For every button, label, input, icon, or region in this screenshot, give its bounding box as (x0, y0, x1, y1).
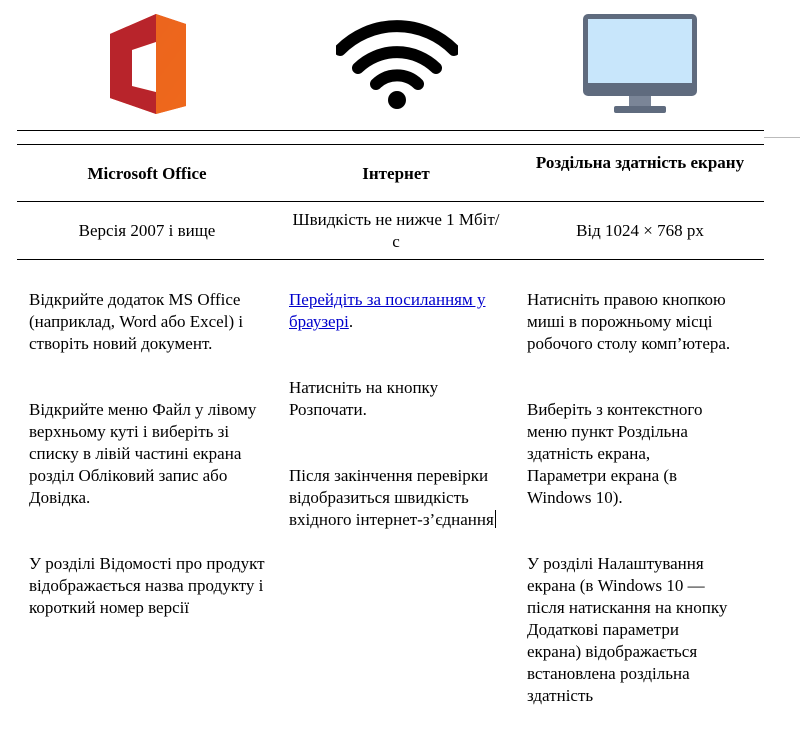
internet-step-1: Натисніть на кнопку Розпочати. (289, 378, 439, 419)
text-cursor (495, 510, 496, 528)
requirement-internet: Швидкість не нижче 1 Мбіт/с (292, 210, 500, 251)
microsoft-office-icon (106, 12, 190, 116)
header-bottom-rule (17, 201, 764, 202)
office-step-1: Відкрийте додаток MS Office (наприклад, Word або Excel) і створіть новий документ. (29, 290, 244, 353)
table-top-rule-2 (17, 144, 764, 145)
internet-step-2: Після закінчення перевірки відобразиться швидкість вхідного інтернет-з’єднання (289, 466, 494, 529)
screen-steps (527, 267, 732, 751)
office-step-3: У розділі Відомості про продукт відображається назва продукту і короткий номер версії (29, 554, 265, 617)
header-office: Microsoft Office (87, 164, 207, 183)
screen-step-2: Виберіть з контекстного меню пункт Роздільна здатність екрана, Параметри екрана (в Windows 10). (527, 400, 703, 507)
office-step-2: Відкрийте меню Файл у лівому верхньому куті і виберіть зі списку в лівій частині екрана розділ Обліковий запис або Довідка. (29, 400, 257, 507)
screen-step-3: У розділі Налаштування екрана (в Windows 10 — після натискання на кнопку Додаткові параметри екрана) відображається встановлена роздільна здатність (527, 554, 728, 705)
internet-step-link-line (289, 289, 504, 333)
table-top-rule-1 (17, 130, 764, 131)
wifi-icon (336, 16, 458, 110)
speedtest-link[interactable]: Перейдіть за посиланням у браузері (289, 290, 486, 331)
requirement-resolution: Від 1024 × 768 px (576, 221, 704, 240)
internet-steps (289, 267, 504, 575)
screen-step-1: Натисніть правою кнопкою миші в порожньому місці робочого столу комп’ютера. (527, 290, 731, 353)
internet-step-2-wrap (289, 465, 504, 531)
office-steps (29, 267, 269, 663)
header-internet: Інтернет (362, 164, 430, 183)
link-suffix: . (348, 312, 354, 331)
requirement-office: Версія 2007 і вище (78, 221, 216, 240)
requirements-bottom-rule (17, 259, 764, 260)
page-rule-gray (764, 137, 800, 138)
header-resolution: Роздільна здатність екрану (535, 153, 745, 172)
monitor-icon (582, 13, 698, 115)
